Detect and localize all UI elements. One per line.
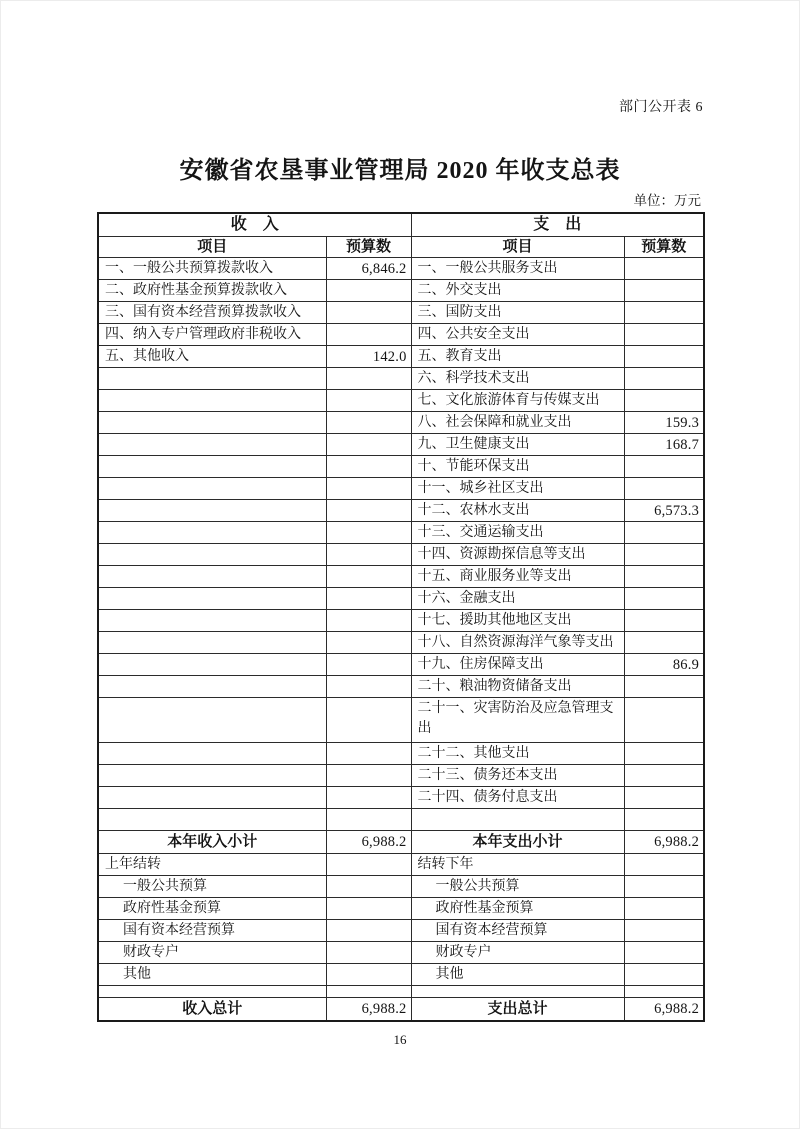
table-row (98, 588, 704, 610)
table-row (98, 280, 704, 302)
carryover-row (98, 920, 704, 942)
expense-budget-cell (624, 346, 704, 368)
income-carryover-cell: 上年结转 (98, 854, 326, 876)
expense-item-column-header: 项目 (411, 237, 624, 258)
income-item-cell (98, 478, 326, 500)
carryover-row (98, 854, 704, 876)
expense-item-cell: 二十四、债务付息支出 (411, 787, 624, 809)
empty-cell (411, 986, 624, 998)
expense-total-value: 6,988.2 (624, 998, 704, 1022)
income-budget-cell (326, 390, 411, 412)
total-row (98, 998, 704, 1022)
section-header-row (98, 213, 704, 237)
income-item-cell (98, 809, 326, 831)
expense-budget-cell: 159.3 (624, 412, 704, 434)
income-carryover-cell: 一般公共预算 (98, 876, 326, 898)
income-budget-cell (326, 302, 411, 324)
expense-budget-cell (624, 302, 704, 324)
income-budget-cell: 6,846.2 (326, 258, 411, 280)
budget-table (97, 212, 705, 1022)
income-item-cell (98, 698, 326, 743)
expense-item-cell: 九、卫生健康支出 (411, 434, 624, 456)
expense-budget-cell (624, 324, 704, 346)
expense-budget-cell (624, 478, 704, 500)
income-budget-cell (326, 698, 411, 743)
income-budget-cell (326, 765, 411, 787)
expense-item-cell: 十五、商业服务业等支出 (411, 566, 624, 588)
expense-item-cell: 五、教育支出 (411, 346, 624, 368)
expense-item-cell: 十四、资源勘探信息等支出 (411, 544, 624, 566)
income-item-cell (98, 522, 326, 544)
expense-budget-cell (624, 942, 704, 964)
expense-item-cell: 二十三、债务还本支出 (411, 765, 624, 787)
expense-item-cell: 二十二、其他支出 (411, 743, 624, 765)
income-budget-cell (326, 854, 411, 876)
expense-budget-cell (624, 544, 704, 566)
table-row (98, 610, 704, 632)
income-budget-cell (326, 632, 411, 654)
expense-item-cell: 十三、交通运输支出 (411, 522, 624, 544)
expense-budget-cell (624, 920, 704, 942)
income-item-cell: 五、其他收入 (98, 346, 326, 368)
table-row (98, 787, 704, 809)
income-item-cell (98, 434, 326, 456)
expense-carryover-cell: 其他 (411, 964, 624, 986)
income-subtotal-value: 6,988.2 (326, 831, 411, 854)
page-title: 安徽省农垦事业管理局 2020 年收支总表 (179, 158, 621, 184)
expense-item-cell (411, 809, 624, 831)
income-budget-cell (326, 610, 411, 632)
table-row (98, 765, 704, 787)
expense-budget-cell: 6,573.3 (624, 500, 704, 522)
income-item-cell (98, 500, 326, 522)
expense-budget-cell (624, 964, 704, 986)
income-budget-cell (326, 743, 411, 765)
expense-budget-cell (624, 632, 704, 654)
expense-carryover-cell: 财政专户 (411, 942, 624, 964)
income-item-cell (98, 787, 326, 809)
income-budget-cell (326, 324, 411, 346)
income-item-cell (98, 654, 326, 676)
income-item-cell (98, 368, 326, 390)
expense-section-header: 支 出 (411, 213, 704, 237)
expense-item-cell: 十八、自然资源海洋气象等支出 (411, 632, 624, 654)
carryover-row (98, 964, 704, 986)
subtotal-row (98, 831, 704, 854)
table-row (98, 324, 704, 346)
expense-subtotal-label: 本年支出小计 (411, 831, 624, 854)
expense-carryover-cell: 一般公共预算 (411, 876, 624, 898)
table-row (98, 302, 704, 324)
expense-item-cell: 十、节能环保支出 (411, 456, 624, 478)
column-header-row (98, 237, 704, 258)
income-item-cell (98, 566, 326, 588)
empty-cell (326, 986, 411, 998)
income-budget-cell (326, 280, 411, 302)
unit-label: 单位：万元 (633, 193, 701, 208)
income-budget-cell: 142.0 (326, 346, 411, 368)
income-carryover-cell: 财政专户 (98, 942, 326, 964)
income-item-cell (98, 765, 326, 787)
expense-carryover-cell: 国有资本经营预算 (411, 920, 624, 942)
table-row (98, 412, 704, 434)
expense-budget-cell (624, 698, 704, 743)
expense-total-label: 支出总计 (411, 998, 624, 1022)
expense-item-cell: 二十、粮油物资储备支出 (411, 676, 624, 698)
income-item-cell (98, 412, 326, 434)
table-row (98, 743, 704, 765)
expense-item-cell: 六、科学技术支出 (411, 368, 624, 390)
income-budget-cell (326, 434, 411, 456)
income-section-header: 收 入 (98, 213, 411, 237)
corner-label: 部门公开表 6 (619, 100, 703, 115)
expense-budget-cell (624, 280, 704, 302)
expense-item-cell: 十二、农林水支出 (411, 500, 624, 522)
expense-budget-cell (624, 368, 704, 390)
carryover-row (98, 942, 704, 964)
expense-carryover-cell: 结转下年 (411, 854, 624, 876)
table-row (98, 676, 704, 698)
expense-carryover-cell: 政府性基金预算 (411, 898, 624, 920)
income-budget-cell (326, 920, 411, 942)
income-budget-cell (326, 654, 411, 676)
expense-item-cell: 四、公共安全支出 (411, 324, 624, 346)
expense-item-cell: 二、外交支出 (411, 280, 624, 302)
expense-budget-cell (624, 566, 704, 588)
expense-subtotal-value: 6,988.2 (624, 831, 704, 854)
income-budget-cell (326, 368, 411, 390)
expense-item-cell: 七、文化旅游体育与传媒支出 (411, 390, 624, 412)
income-budget-cell (326, 898, 411, 920)
expense-item-cell: 三、国防支出 (411, 302, 624, 324)
income-budget-cell (326, 412, 411, 434)
empty-cell (98, 986, 326, 998)
income-item-cell: 一、一般公共预算拨款收入 (98, 258, 326, 280)
income-item-cell (98, 632, 326, 654)
table-row (98, 258, 704, 280)
income-item-column-header: 项目 (98, 237, 326, 258)
income-budget-cell (326, 588, 411, 610)
table-row (98, 566, 704, 588)
income-budget-cell (326, 809, 411, 831)
income-subtotal-label: 本年收入小计 (98, 831, 326, 854)
table-row (98, 368, 704, 390)
expense-budget-cell (624, 876, 704, 898)
table-row (98, 698, 704, 743)
income-budget-cell (326, 500, 411, 522)
page-number: 16 (393, 1032, 407, 1047)
income-item-cell: 四、纳入专户管理政府非税收入 (98, 324, 326, 346)
table-row (98, 500, 704, 522)
income-budget-cell (326, 544, 411, 566)
income-budget-cell (326, 676, 411, 698)
expense-budget-cell (624, 390, 704, 412)
income-item-cell: 三、国有资本经营预算拨款收入 (98, 302, 326, 324)
expense-budget-cell (624, 588, 704, 610)
expense-item-cell: 十一、城乡社区支出 (411, 478, 624, 500)
spacer-row (98, 986, 704, 998)
expense-budget-cell (624, 610, 704, 632)
expense-budget-cell: 168.7 (624, 434, 704, 456)
income-item-cell (98, 610, 326, 632)
table-row (98, 544, 704, 566)
income-item-cell (98, 743, 326, 765)
expense-item-cell: 十七、援助其他地区支出 (411, 610, 624, 632)
expense-item-cell: 八、社会保障和就业支出 (411, 412, 624, 434)
expense-budget-cell (624, 456, 704, 478)
table-row (98, 346, 704, 368)
expense-budget-column-header: 预算数 (624, 237, 704, 258)
expense-budget-cell (624, 787, 704, 809)
income-total-label: 收入总计 (98, 998, 326, 1022)
table-row (98, 809, 704, 831)
expense-budget-cell (624, 676, 704, 698)
empty-cell (624, 986, 704, 998)
carryover-row (98, 898, 704, 920)
income-item-cell (98, 676, 326, 698)
carryover-row (98, 876, 704, 898)
income-budget-cell (326, 456, 411, 478)
expense-budget-cell (624, 522, 704, 544)
income-carryover-cell: 政府性基金预算 (98, 898, 326, 920)
table-row (98, 390, 704, 412)
table-row (98, 522, 704, 544)
expense-budget-cell (624, 809, 704, 831)
expense-budget-cell (624, 898, 704, 920)
expense-budget-cell: 86.9 (624, 654, 704, 676)
expense-item-cell: 十九、住房保障支出 (411, 654, 624, 676)
income-budget-cell (326, 964, 411, 986)
income-item-cell (98, 588, 326, 610)
income-budget-cell (326, 478, 411, 500)
income-total-value: 6,988.2 (326, 998, 411, 1022)
income-budget-cell (326, 876, 411, 898)
expense-item-cell: 十六、金融支出 (411, 588, 624, 610)
expense-item-cell: 一、一般公共服务支出 (411, 258, 624, 280)
table-row (98, 478, 704, 500)
income-item-cell (98, 390, 326, 412)
income-budget-cell (326, 522, 411, 544)
table-row (98, 632, 704, 654)
income-budget-column-header: 预算数 (326, 237, 411, 258)
income-item-cell: 二、政府性基金预算拨款收入 (98, 280, 326, 302)
table-row (98, 654, 704, 676)
income-item-cell (98, 456, 326, 478)
income-carryover-cell: 其他 (98, 964, 326, 986)
expense-budget-cell (624, 765, 704, 787)
income-item-cell (98, 544, 326, 566)
income-budget-cell (326, 787, 411, 809)
income-budget-cell (326, 566, 411, 588)
table-row (98, 434, 704, 456)
income-carryover-cell: 国有资本经营预算 (98, 920, 326, 942)
expense-item-cell: 二十一、灾害防治及应急管理支出 (411, 698, 624, 743)
income-budget-cell (326, 942, 411, 964)
expense-budget-cell (624, 743, 704, 765)
table-row (98, 456, 704, 478)
expense-budget-cell (624, 258, 704, 280)
expense-budget-cell (624, 854, 704, 876)
